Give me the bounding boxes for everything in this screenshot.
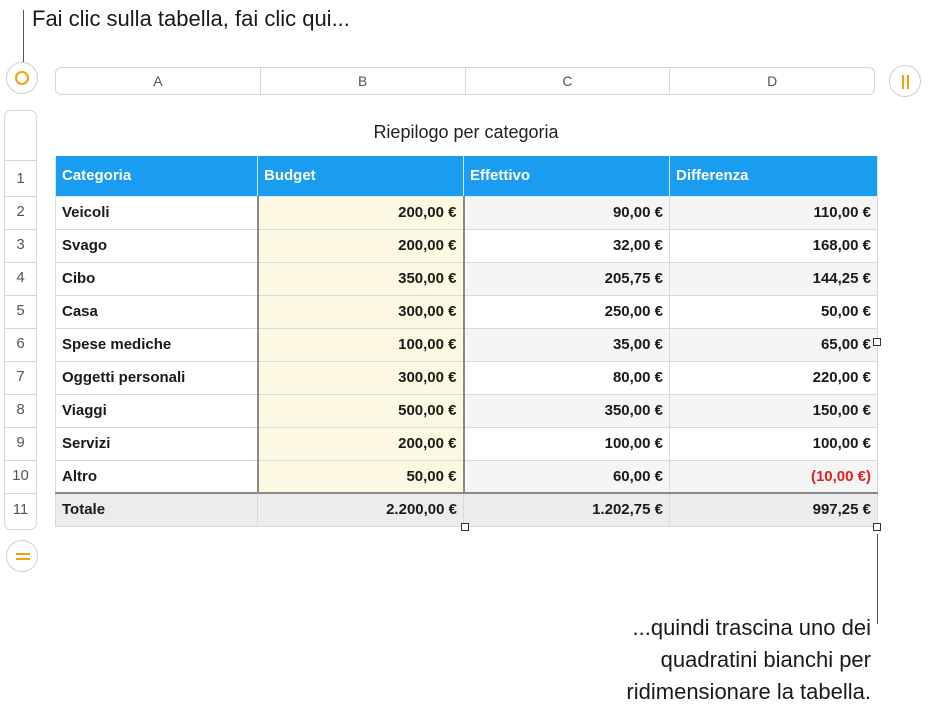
table-row bbox=[56, 328, 878, 361]
row-number[interactable]: 9 bbox=[16, 434, 25, 451]
column-handle-bar-icon bbox=[902, 75, 904, 89]
column-header-bar bbox=[55, 67, 875, 95]
row-number[interactable]: 3 bbox=[16, 236, 25, 253]
actual-cell[interactable]: 80,00 € bbox=[464, 361, 670, 394]
table-title[interactable]: Riepilogo per categoria bbox=[373, 122, 559, 142]
column-letter-a[interactable]: A bbox=[56, 68, 261, 94]
row-divider bbox=[5, 493, 36, 494]
row-number[interactable]: 1 bbox=[16, 170, 25, 187]
summary-table bbox=[55, 156, 877, 527]
category-cell[interactable]: Veicoli bbox=[56, 196, 258, 229]
table-row bbox=[56, 262, 878, 295]
row-divider bbox=[5, 460, 36, 461]
column-letter-b[interactable]: B bbox=[261, 68, 466, 94]
difference-cell[interactable]: 110,00 € bbox=[670, 196, 878, 229]
difference-cell[interactable]: 50,00 € bbox=[670, 295, 878, 328]
row-divider bbox=[5, 394, 36, 395]
callout-leader-bottom bbox=[877, 534, 878, 624]
difference-cell[interactable]: 150,00 € bbox=[670, 394, 878, 427]
table-row bbox=[56, 361, 878, 394]
budget-cell[interactable]: 350,00 € bbox=[258, 262, 464, 295]
total-row bbox=[56, 493, 878, 526]
actual-cell[interactable]: 250,00 € bbox=[464, 295, 670, 328]
row-divider bbox=[5, 295, 36, 296]
row-divider bbox=[5, 229, 36, 230]
callout-leader-top bbox=[23, 10, 24, 62]
total-budget-cell[interactable]: 2.200,00 € bbox=[258, 493, 464, 526]
row-number[interactable]: 4 bbox=[16, 269, 25, 286]
row-number[interactable]: 7 bbox=[16, 368, 25, 385]
header-cell[interactable]: Budget bbox=[258, 156, 464, 196]
row-divider bbox=[5, 427, 36, 428]
row-handle-bar-icon bbox=[16, 558, 30, 560]
actual-cell[interactable]: 100,00 € bbox=[464, 427, 670, 460]
category-cell[interactable]: Viaggi bbox=[56, 394, 258, 427]
difference-cell[interactable]: 65,00 € bbox=[670, 328, 878, 361]
actual-cell[interactable]: 205,75 € bbox=[464, 262, 670, 295]
header-cell[interactable]: Effettivo bbox=[464, 156, 670, 196]
callout-bottom-line: quadratini bianchi per bbox=[660, 647, 871, 672]
total-actual-cell[interactable]: 1.202,75 € bbox=[464, 493, 670, 526]
resize-handle-corner[interactable] bbox=[873, 523, 881, 531]
budget-cell[interactable]: 50,00 € bbox=[258, 460, 464, 493]
header-cell[interactable]: Differenza bbox=[670, 156, 878, 196]
total-difference-cell[interactable]: 997,25 € bbox=[670, 493, 878, 526]
difference-cell[interactable]: 144,25 € bbox=[670, 262, 878, 295]
table-row bbox=[56, 295, 878, 328]
table-row bbox=[56, 460, 878, 493]
column-handle-bar-icon bbox=[907, 75, 909, 89]
header-row bbox=[56, 156, 878, 196]
row-divider bbox=[5, 160, 36, 161]
callout-bottom-text bbox=[626, 612, 871, 708]
table-row bbox=[56, 229, 878, 262]
column-letter-c[interactable]: C bbox=[466, 68, 671, 94]
difference-cell[interactable]: 100,00 € bbox=[670, 427, 878, 460]
budget-cell[interactable]: 200,00 € bbox=[258, 229, 464, 262]
add-row-handle[interactable] bbox=[6, 540, 38, 572]
category-cell[interactable]: Casa bbox=[56, 295, 258, 328]
row-number[interactable]: 11 bbox=[12, 501, 29, 518]
callout-bottom-line: ridimensionare la tabella. bbox=[626, 679, 871, 704]
header-cell[interactable]: Categoria bbox=[56, 156, 258, 196]
budget-cell[interactable]: 100,00 € bbox=[258, 328, 464, 361]
row-divider bbox=[5, 262, 36, 263]
category-cell[interactable]: Oggetti personali bbox=[56, 361, 258, 394]
table-row bbox=[56, 427, 878, 460]
row-number[interactable]: 6 bbox=[16, 335, 25, 352]
row-number[interactable]: 10 bbox=[12, 467, 29, 484]
budget-cell[interactable]: 300,00 € bbox=[258, 361, 464, 394]
actual-cell[interactable]: 350,00 € bbox=[464, 394, 670, 427]
category-cell[interactable]: Svago bbox=[56, 229, 258, 262]
row-divider bbox=[5, 328, 36, 329]
category-cell[interactable]: Altro bbox=[56, 460, 258, 493]
category-cell[interactable]: Servizi bbox=[56, 427, 258, 460]
actual-cell[interactable]: 32,00 € bbox=[464, 229, 670, 262]
circle-icon bbox=[15, 71, 29, 85]
total-label-cell[interactable]: Totale bbox=[56, 493, 258, 526]
resize-handle-right[interactable] bbox=[873, 338, 881, 346]
row-divider bbox=[5, 361, 36, 362]
budget-cell[interactable]: 200,00 € bbox=[258, 196, 464, 229]
row-handle-bar-icon bbox=[16, 553, 30, 555]
difference-cell[interactable]: 168,00 € bbox=[670, 229, 878, 262]
row-divider bbox=[5, 196, 36, 197]
add-column-handle[interactable] bbox=[889, 65, 921, 97]
difference-cell[interactable]: (10,00 €) bbox=[670, 460, 878, 493]
budget-cell[interactable]: 200,00 € bbox=[258, 427, 464, 460]
category-cell[interactable]: Spese mediche bbox=[56, 328, 258, 361]
actual-cell[interactable]: 60,00 € bbox=[464, 460, 670, 493]
budget-cell[interactable]: 500,00 € bbox=[258, 394, 464, 427]
callout-bottom-line: ...quindi trascina uno dei bbox=[632, 615, 871, 640]
row-number[interactable]: 8 bbox=[16, 401, 25, 418]
table-row bbox=[56, 394, 878, 427]
row-header-rail bbox=[4, 110, 37, 530]
category-cell[interactable]: Cibo bbox=[56, 262, 258, 295]
callout-top-text: Fai clic sulla tabella, fai clic qui... bbox=[32, 6, 350, 31]
resize-handle-bottom[interactable] bbox=[461, 523, 469, 531]
actual-cell[interactable]: 35,00 € bbox=[464, 328, 670, 361]
actual-cell[interactable]: 90,00 € bbox=[464, 196, 670, 229]
table-row bbox=[56, 196, 878, 229]
budget-cell[interactable]: 300,00 € bbox=[258, 295, 464, 328]
row-number[interactable]: 2 bbox=[16, 203, 25, 220]
difference-cell[interactable]: 220,00 € bbox=[670, 361, 878, 394]
row-number[interactable]: 5 bbox=[16, 302, 25, 319]
table-select-handle[interactable] bbox=[6, 62, 38, 94]
column-letter-d[interactable]: D bbox=[767, 73, 778, 89]
